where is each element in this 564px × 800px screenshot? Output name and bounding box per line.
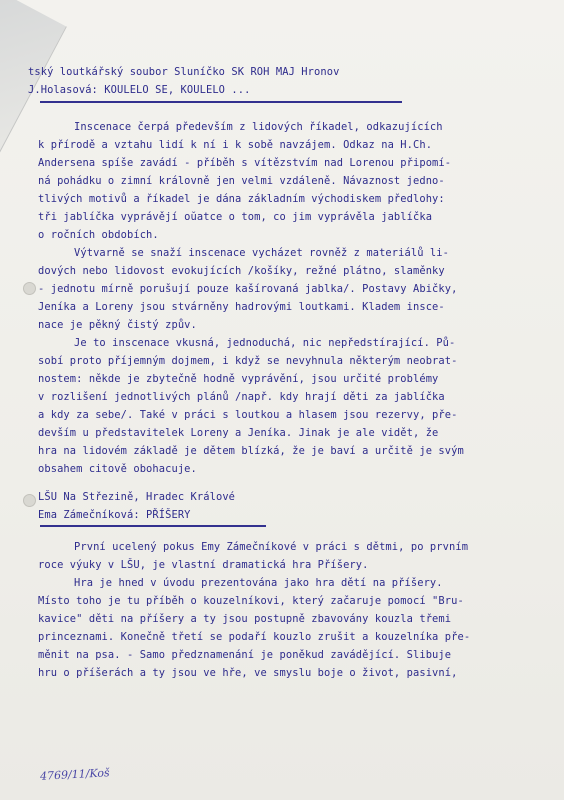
text-line: nostem: někde je zbytečně hodně vyprávění, jsou určité problémy <box>38 373 439 385</box>
section2-underline <box>40 525 266 527</box>
text-line: dových nebo lidovost evokujících /košíky, režné plátno, slaměnky <box>38 265 445 277</box>
text-line: tři jablíčka vyprávějí oŭatce o tom, co jim vyprávěla jablíčka <box>38 211 433 223</box>
punch-hole <box>23 282 36 295</box>
text-line: Je to inscenace vkusná, jednoduchá, nic nepředstírající. Pů- <box>74 337 456 349</box>
section1-underline <box>40 101 402 103</box>
text-line: Jeníka a Loreny jsou stvárněny hadrovými loutkami. Kladem insce- <box>38 301 445 313</box>
text-line: sobí proto příjemným dojmem, i když se nevyhnula některým neobrat- <box>38 355 458 367</box>
text-line: o ročních obdobích. <box>38 229 159 241</box>
text-line: princeznami. Konečně třetí se podaří kouzlo zrušit a kouzelníka pře- <box>38 631 471 643</box>
text-line: Místo toho je tu příběh o kouzelníkovi, který začaruje pomocí "Bru- <box>38 595 464 607</box>
text-line: v rozlišení jednotlivých plánů /např. kdy hrají děti za jablíčka <box>38 391 445 403</box>
text-line: Andersena spíše zavádí - příběh s vítězstvím nad Lorenou připomí- <box>38 157 452 169</box>
text-line: hru o příšerách a ty jsou ve hře, ve smyslu boje o život, pasivní, <box>38 667 458 679</box>
punch-hole <box>23 494 36 507</box>
section1-ensemble-header: tský loutkářský soubor Sluníčko SK ROH MAJ Hronov <box>28 66 340 78</box>
section1-play-title: J.Holasová: KOULELO SE, KOULELO ... <box>28 84 251 96</box>
text-line: - jednotu mírně porušují pouze kašírovaná jablka/. Postavy Abičky, <box>38 283 458 295</box>
text-line: roce výuky v LŠU, je vlastní dramatická hra Příšery. <box>38 559 369 571</box>
section2-play-title: Ema Zámečníková: PŘÍŠERY <box>38 509 191 521</box>
text-line: První ucelený pokus Emy Zámečníkové v práci s dětmi, po prvním <box>74 541 469 553</box>
text-line: Inscenace čerpá především z lidových říkadel, odkazujících <box>74 121 443 133</box>
text-line: ná pohádku o zimní královně jen velmi vzdáleně. Návaznost jedno- <box>38 175 445 187</box>
text-line: nace je pěkný čistý způv. <box>38 319 197 331</box>
text-line: tlivých motivů a říkadel je dána základním východiskem předlohy: <box>38 193 445 205</box>
handwritten-archive-note: 4769/11/Koš <box>39 766 110 783</box>
text-line: obsahem citově obohacuje. <box>38 463 197 475</box>
text-line: hra na lidovém základě je dětem blízká, že je baví a určitě je svým <box>38 445 464 457</box>
text-line: Hra je hned v úvodu prezentována jako hra dětí na příšery. <box>74 577 443 589</box>
text-line: kavice" děti na příšery a ty jsou postupně zbavovány kouzla třemi <box>38 613 452 625</box>
text-line: k přírodě a vztahu lidí k ní i k sobě navzájem. Odkaz na H.Ch. <box>38 139 433 151</box>
text-line: devším u představitelek Loreny a Jeníka. Jinak je ale vidět, že <box>38 427 439 439</box>
section2-school-header: LŠU Na Střezině, Hradec Králové <box>38 491 236 503</box>
text-line: a kdy za sebe/. Také v práci s loutkou a hlasem jsou rezervy, pře- <box>38 409 458 421</box>
text-line: měnit na psa. - Samo předznamenání je poněkud zavádějící. Slibuje <box>38 649 452 661</box>
text-line: Výtvarně se snaží inscenace vycházet rovněž z materiálů li- <box>74 247 449 259</box>
